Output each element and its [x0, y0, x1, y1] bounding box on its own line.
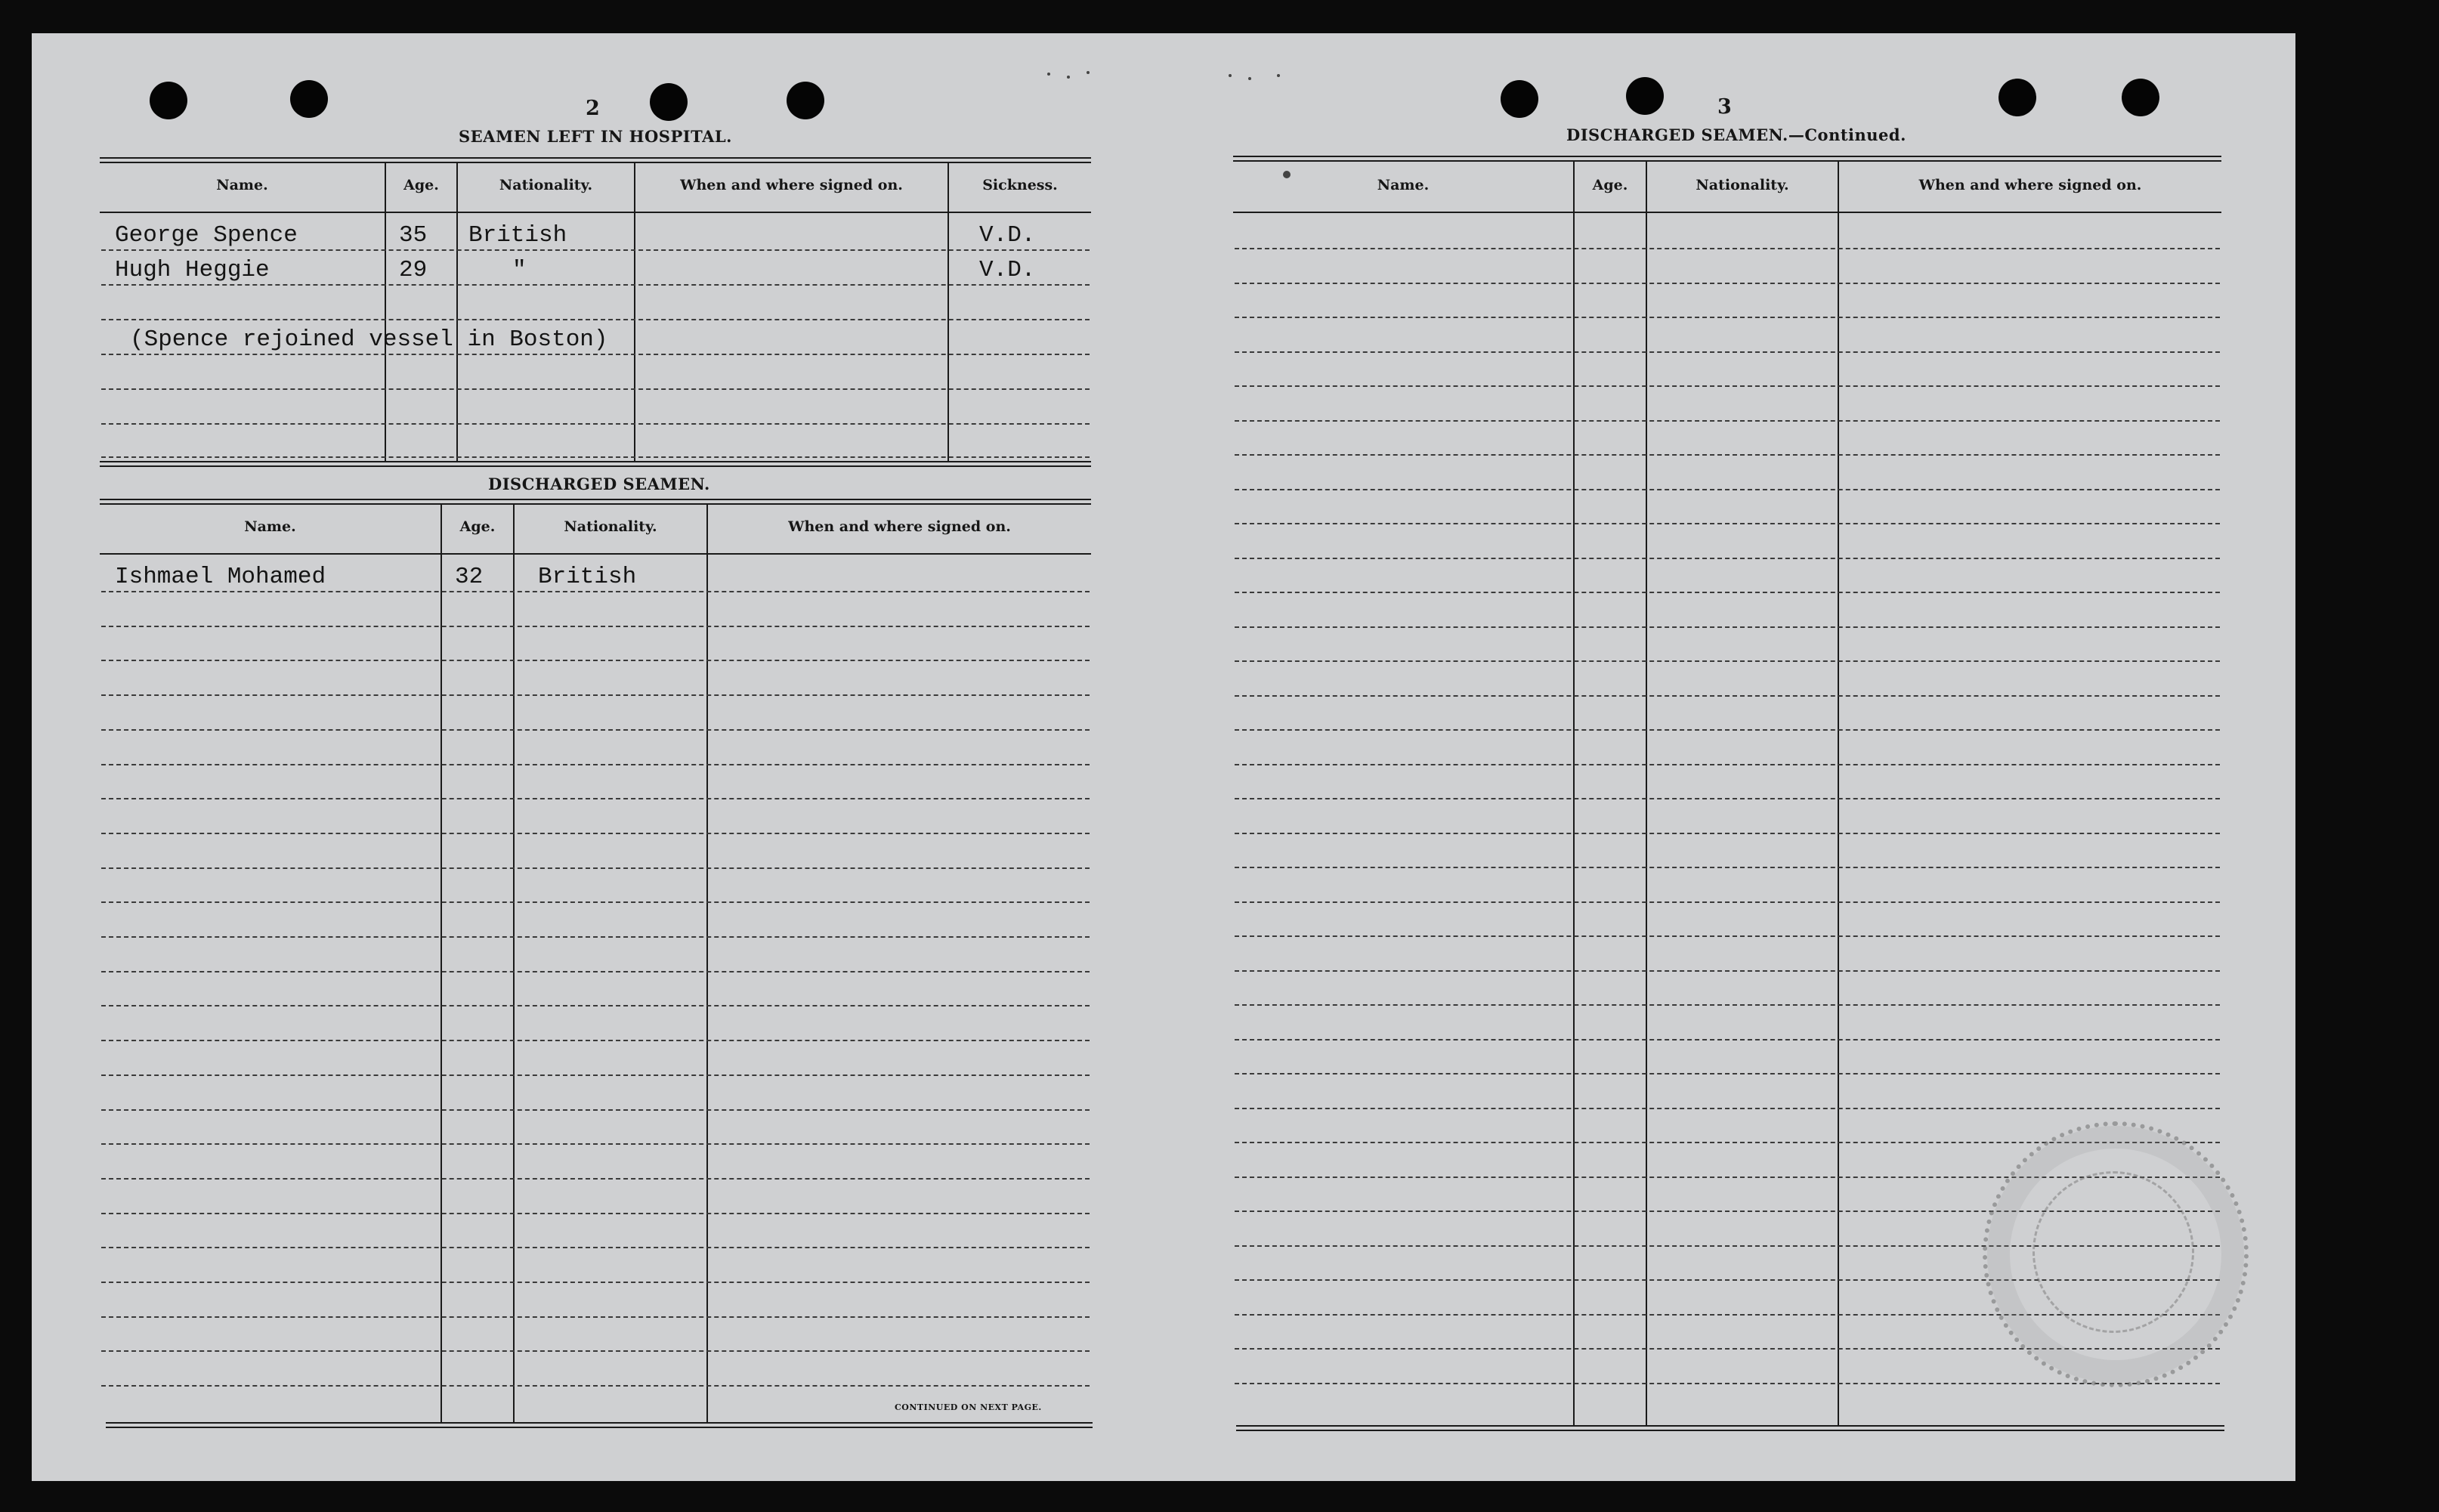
manifest-sheet	[32, 33, 2295, 1481]
ruled-line	[1235, 592, 2220, 593]
ruled-line	[1235, 901, 2220, 903]
ink-speck	[1067, 76, 1070, 79]
ruled-line	[101, 1074, 1090, 1076]
punch-hole	[1998, 79, 2036, 116]
page-number: 2	[586, 97, 600, 120]
ruled-line	[101, 729, 1090, 731]
ruled-line	[101, 626, 1090, 627]
ruled-line	[1235, 867, 2220, 868]
continued-header-nationality: Nationality.	[1696, 177, 1789, 193]
ruled-line	[1235, 935, 2220, 937]
ruled-line	[1235, 970, 2220, 972]
ruled-line	[1235, 798, 2220, 799]
ruled-line	[101, 1282, 1090, 1283]
discharged-row-nationality: British	[538, 564, 637, 590]
ruled-line	[1235, 729, 2220, 731]
ruled-line	[1235, 1108, 2220, 1109]
hospital-header-signed-on: When and where signed on.	[680, 177, 903, 193]
discharged-header-nationality: Nationality.	[564, 518, 657, 535]
ruled-line	[1235, 454, 2220, 456]
hospital-row-name: Hugh Heggie	[115, 257, 270, 283]
punch-hole	[787, 82, 824, 119]
punch-hole	[1501, 80, 1538, 118]
punch-hole	[150, 82, 187, 119]
ruled-line	[1235, 523, 2220, 524]
ruled-line	[101, 971, 1090, 972]
ruled-line	[101, 1385, 1090, 1387]
page-number: 3	[1717, 95, 1732, 119]
ruled-line	[101, 936, 1090, 938]
punch-hole	[1626, 77, 1664, 115]
ink-speck	[1277, 74, 1280, 77]
hospital-row-name: George Spence	[115, 222, 298, 249]
ruled-line	[1235, 764, 2220, 765]
ruled-line	[1235, 385, 2220, 387]
ruled-line	[1235, 420, 2220, 422]
ink-speck	[1248, 77, 1251, 80]
ruled-line	[1235, 489, 2220, 490]
discharged-row-age: 32	[455, 564, 484, 590]
ruled-line	[101, 1143, 1090, 1145]
hospital-section-title: SEAMEN LEFT IN HOSPITAL.	[459, 127, 732, 146]
punch-hole	[2122, 79, 2159, 116]
ruled-line	[101, 660, 1090, 661]
hospital-note: (Spence rejoined vessel in Boston)	[130, 326, 608, 353]
discharged-section-title: DISCHARGED SEAMEN.	[488, 475, 710, 493]
continued-header-signed-on: When and where signed on.	[1918, 177, 2142, 193]
hospital-row-nationality: British	[468, 222, 567, 249]
ruled-line	[101, 867, 1090, 869]
continued-header-age: Age.	[1592, 177, 1628, 193]
hospital-header-nationality: Nationality.	[499, 177, 593, 193]
continued-footer: CONTINUED ON NEXT PAGE.	[895, 1402, 1042, 1412]
ruled-line	[1235, 1039, 2220, 1040]
ruled-line	[1235, 248, 2220, 249]
discharged-continued-title: DISCHARGED SEAMEN.—Continued.	[1566, 125, 1906, 144]
ruled-line	[1235, 1383, 2220, 1384]
hospital-row-age: 29	[399, 257, 428, 283]
ruled-line	[1235, 317, 2220, 318]
ruled-line	[1235, 283, 2220, 284]
discharged-header-name: Name.	[244, 518, 296, 535]
ruled-line	[1235, 1004, 2220, 1006]
ruled-line	[101, 694, 1090, 696]
punch-hole	[650, 83, 688, 121]
hospital-header-name: Name.	[216, 177, 268, 193]
ruled-line	[1235, 558, 2220, 559]
punch-hole	[290, 80, 328, 118]
discharged-header-signed-on: When and where signed on.	[788, 518, 1011, 535]
ruled-line	[1235, 695, 2220, 697]
ruled-line	[101, 1316, 1090, 1318]
hospital-row-nationality: "	[512, 257, 527, 283]
ruled-line	[101, 798, 1090, 799]
hospital-row-sickness: V.D.	[979, 257, 1036, 283]
discharged-header-age: Age.	[459, 518, 496, 535]
ruled-line	[1235, 660, 2220, 662]
ruled-line	[101, 833, 1090, 834]
ruled-line	[101, 1247, 1090, 1248]
continued-header-name: Name.	[1377, 177, 1430, 193]
ruled-line	[101, 1005, 1090, 1006]
ruled-line	[101, 591, 1090, 592]
ruled-line	[1235, 833, 2220, 834]
ruled-line	[101, 1350, 1090, 1352]
ruled-line	[1235, 626, 2220, 628]
ruled-line	[1235, 351, 2220, 353]
ruled-line	[101, 1109, 1090, 1111]
hospital-header-sickness: Sickness.	[982, 177, 1058, 193]
hospital-header-age: Age.	[403, 177, 439, 193]
ruled-line	[101, 1178, 1090, 1180]
right-page	[1165, 33, 2295, 1481]
hospital-row-sickness: V.D.	[979, 222, 1036, 249]
ink-speck	[1047, 73, 1050, 76]
ink-speck	[1229, 74, 1232, 77]
ruled-line	[1235, 1073, 2220, 1074]
ruled-line	[101, 764, 1090, 765]
left-page	[32, 33, 1165, 1481]
customs-stamp	[1983, 1121, 2249, 1387]
ruled-line	[101, 901, 1090, 903]
ruled-line	[101, 1213, 1090, 1214]
discharged-row-name: Ishmael Mohamed	[115, 564, 326, 590]
ruled-line	[101, 1040, 1090, 1041]
hospital-row-age: 35	[399, 222, 428, 249]
ink-speck	[1087, 71, 1090, 74]
